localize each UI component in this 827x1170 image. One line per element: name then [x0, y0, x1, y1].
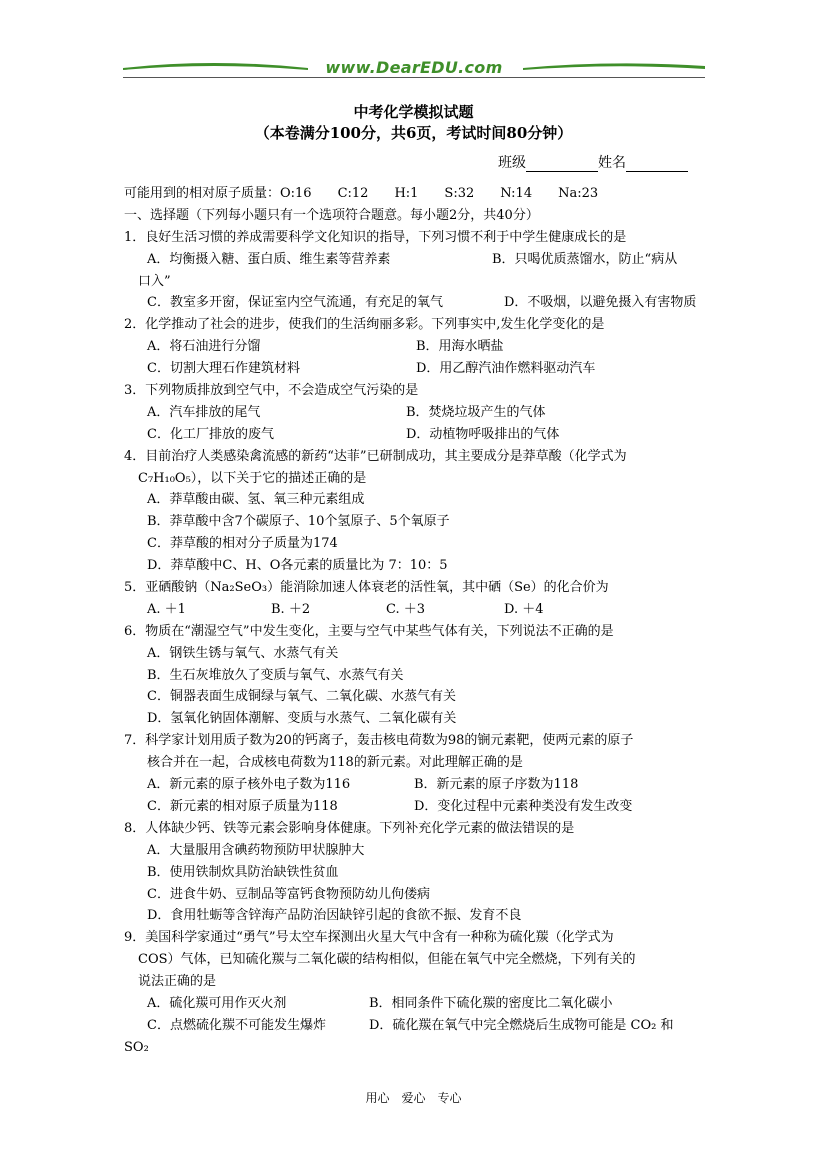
option-d: D. ＋4: [504, 601, 544, 617]
option-a: A．新元素的原子核外电子数为116: [147, 777, 351, 793]
section-heading: 一、选择题（下列每小题只有一个选项符合题意。每小题2分，共40分）: [124, 207, 539, 223]
name-label: 姓名: [598, 155, 626, 171]
page-footer: 用心 爱心 专心: [365, 1091, 462, 1105]
option-row: [124, 774, 709, 796]
question-stem-continued: COS）气体，已知硫化羰与二氧化碳的结构相似，但能在氧气中完全燃烧，下列有关的: [138, 952, 636, 968]
question-stem-continued: 核合并在一起，合成核电荷数为118的新元素。对此理解正确的是: [147, 755, 523, 771]
option-row: [124, 993, 709, 1015]
option-c: C．新元素的相对原子质量为118: [147, 798, 338, 814]
option-d: D．不吸烟，以避免摄入有害物质: [504, 295, 697, 311]
option-c: C．教室多开窗，保证室内空气流通，有充足的氧气: [147, 295, 443, 311]
option-a: A．均衡摄入糖、蛋白质、维生素等营养素: [147, 251, 391, 267]
option-b: B．新元素的原子序数为118: [414, 777, 579, 793]
option-c: C．切割大理石作建筑材料: [147, 361, 300, 377]
option-row: [124, 402, 709, 424]
option-b: B．莽草酸中含7个碳原子、10个氢原子、5个氧原子: [147, 514, 450, 530]
option-row: [124, 599, 709, 621]
class-name-fields: [498, 152, 688, 172]
option-row: [124, 336, 709, 358]
option-row: [124, 1015, 709, 1037]
question-stem: 2．化学推动了社会的进步，使我们的生活绚丽多彩。下列事实中,发生化学变化的是: [124, 317, 605, 333]
question-stem: 3．下列物质排放到空气中，不会造成空气污染的是: [124, 383, 419, 399]
option-row: [124, 249, 709, 271]
option-a: A．硫化羰可用作灭火剂: [147, 995, 287, 1011]
option-b: B. ＋2: [271, 601, 311, 617]
option-a: A．汽车排放的尾气: [147, 404, 261, 420]
option-c: C．进食牛奶、豆制品等富钙食物预防幼儿佝偻病: [147, 886, 430, 902]
question-stem-continued: 说法正确的是: [138, 974, 217, 990]
option-d: D．食用牡蛎等含锌海产品防治因缺锌引起的食欲不振、发育不良: [147, 908, 522, 924]
exam-content: [124, 183, 709, 1059]
option-d: D．用乙醇汽油作燃料驱动汽车: [416, 361, 596, 377]
question-stem: 9．美国科学家通过“勇气”号太空车探测出火星大气中含有一种称为硫化羰（化学式为: [124, 930, 614, 946]
question-stem: 6．物质在“潮湿空气”中发生变化，主要与空气中某些气体有关，下列说法不正确的是: [124, 623, 614, 639]
option-continuation: SO₂: [124, 1039, 149, 1055]
option-b: B．使用铁制炊具防治缺铁性贫血: [147, 864, 339, 880]
option-c: C．莽草酸的相对分子质量为174: [147, 536, 338, 552]
site-url: www.DearEDU.com: [325, 58, 503, 77]
option-d: D．硫化羰在氧气中完全燃烧后生成物可能是 CO₂ 和: [369, 1017, 674, 1033]
class-label: 班级: [498, 155, 526, 171]
option-d: D．莽草酸中C、H、O各元素的质量比为 7：10：5: [147, 558, 448, 574]
question-stem-continued: C₇H₁₀O₅），以下关于它的描述正确的是: [138, 470, 367, 486]
question-stem: 1．良好生活习惯的养成需要科学文化知识的指导，下列习惯不利于中学生健康成长的是: [124, 229, 627, 245]
header-rule: [123, 77, 705, 78]
atomic-mass-line: 可能用到的相对原子质量：O:16 C:12 H:1 S:32 N:14 Na:23: [124, 186, 599, 201]
option-b: B．焚烧垃圾产生的气体: [406, 404, 546, 420]
option-row: [124, 358, 709, 380]
option-b: B．相同条件下硫化羰的密度比二氧化碳小: [369, 995, 613, 1011]
question-stem: 5．亚硒酸钠（Na₂SeO₃）能消除加速人体衰老的活性氧，其中硒（Se）的化合价为: [124, 580, 609, 596]
page-title: 中考化学模拟试题: [353, 103, 474, 121]
option-c: C．点燃硫化羰不可能发生爆炸: [147, 1017, 326, 1033]
option-b: B．用海水晒盐: [416, 339, 504, 355]
option-b: B．只喝优质蒸馏水，防止“病从: [492, 251, 678, 267]
option-a: A. ＋1: [147, 601, 186, 617]
option-continuation: 口入”: [138, 273, 171, 289]
option-a: A．钢铁生锈与氧气、水蒸气有关: [147, 645, 339, 661]
option-d: D．变化过程中元素种类没有发生改变: [414, 798, 633, 814]
page-subtitle: （本卷满分100分，共6页，考试时间80分钟）: [254, 124, 573, 142]
option-c: C．化工厂排放的废气: [147, 426, 274, 442]
option-d: D．氢氧化钠固体潮解、变质与水蒸气、二氧化碳有关: [147, 711, 457, 727]
option-c: C. ＋3: [386, 601, 426, 617]
option-c: C．铜器表面生成铜绿与氧气、二氧化碳、水蒸气有关: [147, 689, 456, 705]
option-a: A．将石油进行分馏: [147, 339, 261, 355]
class-blank: [526, 157, 598, 172]
option-a: A．大量服用含碘药物预防甲状腺肿大: [147, 842, 365, 858]
option-row: [124, 796, 709, 818]
question-stem: 8．人体缺少钙、铁等元素会影响身体健康。下列补充化学元素的做法错误的是: [124, 820, 575, 836]
option-b: B．生石灰堆放久了变质与氧气、水蒸气有关: [147, 667, 404, 683]
question-stem: 7．科学家计划用质子数为20的钙离子，轰击核电荷数为98的锎元素靶，使两元素的原子: [124, 733, 634, 749]
option-a: A．莽草酸由碳、氢、氧三种元素组成: [147, 492, 365, 508]
question-stem: 4．目前治疗人类感染禽流感的新药“达菲”已研制成功，其主要成分是莽草酸（化学式为: [124, 448, 627, 464]
name-blank: [626, 157, 688, 172]
option-d: D．动植物呼吸排出的气体: [406, 426, 560, 442]
option-row: [124, 292, 709, 314]
option-row: [124, 424, 709, 446]
